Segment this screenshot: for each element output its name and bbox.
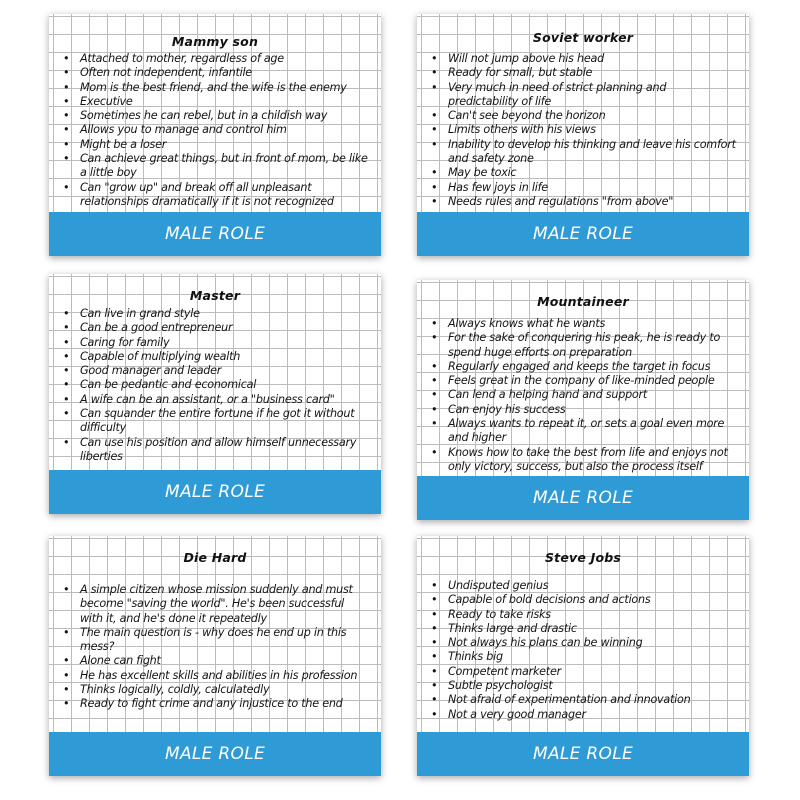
trait-item (431, 109, 737, 123)
trait-list (431, 579, 737, 722)
card-mammy-son (49, 14, 381, 256)
trait-list (63, 52, 369, 209)
trait-item (63, 123, 369, 137)
card-title: Die Hard (183, 550, 247, 565)
bullet-icon: • (63, 378, 70, 392)
trait-text: Thinks big (448, 650, 503, 664)
trait-item (431, 331, 737, 360)
bullet-icon: • (431, 445, 438, 459)
trait-text: A simple citizen whose mission suddenly and must become "saving the world". He's been successful with it, and he's done it repeatedly (80, 583, 353, 625)
trait-list (431, 317, 737, 474)
bullet-icon: • (63, 654, 70, 668)
trait-text: Can achieve great things, but in front of mom, be like a little boy (80, 152, 368, 180)
card-mountaineer (417, 280, 749, 520)
trait-item (431, 374, 737, 388)
trait-text: Might be a loser (80, 137, 167, 151)
role-band: MALE ROLE (49, 732, 381, 776)
trait-item (431, 622, 737, 636)
card-title: Master (189, 288, 241, 303)
trait-text: Can't see beyond the horizon (448, 109, 606, 123)
trait-item (431, 665, 737, 679)
bullet-icon: • (63, 180, 70, 194)
trait-text: Subtle psychologist (448, 679, 553, 693)
bullet-icon: • (63, 307, 70, 320)
trait-item (431, 650, 737, 664)
trait-text: May be toxic (448, 166, 517, 180)
trait-item (63, 152, 369, 181)
trait-item (63, 138, 369, 152)
trait-item (63, 109, 369, 123)
bullet-icon: • (431, 636, 438, 650)
trait-text: Feels great in the company of like-minded people (448, 374, 715, 388)
trait-text: Can use his position and allow himself unnecessary liberties (80, 435, 357, 463)
bullet-icon: • (431, 109, 438, 123)
trait-text: Limits others with his views (448, 123, 596, 137)
bullet-icon: • (63, 364, 70, 378)
bullet-icon: • (63, 392, 70, 406)
trait-item (431, 708, 737, 722)
bullet-icon: • (63, 66, 70, 80)
bullet-icon: • (63, 80, 70, 94)
trait-item (63, 393, 369, 407)
trait-item (431, 608, 737, 622)
bullet-icon: • (431, 621, 438, 635)
bullet-icon: • (63, 321, 70, 335)
trait-item (63, 683, 369, 697)
trait-text: Always wants to repeat it, or sets a goal even more and higher (448, 417, 725, 445)
bullet-icon: • (63, 583, 70, 596)
bullet-icon: • (63, 697, 70, 711)
trait-text: Knows how to take the best from life and enjoys not only victory, success, but also the process itself (448, 445, 728, 473)
card-master (49, 274, 381, 514)
trait-item (63, 436, 369, 465)
trait-text: Ready for small, but stable (448, 66, 593, 80)
bullet-icon: • (431, 331, 438, 345)
trait-item (431, 52, 737, 66)
bullet-icon: • (431, 317, 438, 330)
trait-item (63, 181, 369, 210)
trait-text: Not always his plans can be winning (448, 636, 643, 650)
trait-text: Executive (80, 94, 133, 108)
trait-text: Needs rules and regulations "from above" (448, 194, 674, 208)
bullet-icon: • (431, 402, 438, 416)
trait-item (63, 364, 369, 378)
trait-item (431, 579, 737, 593)
bullet-icon: • (63, 109, 70, 123)
trait-text: Has few joys in life (448, 180, 548, 194)
bullet-icon: • (63, 52, 70, 65)
trait-text: Attached to mother, regardless of age (80, 52, 284, 65)
card-title: Mountaineer (537, 294, 629, 309)
bullet-icon: • (431, 80, 438, 94)
role-band: MALE ROLE (417, 212, 749, 256)
trait-text: Can live in grand style (80, 307, 200, 320)
bullet-icon: • (431, 650, 438, 664)
trait-text: A wife can be an assistant, or a "business card" (80, 392, 335, 406)
trait-item (63, 307, 369, 321)
trait-item (431, 679, 737, 693)
trait-text: Competent marketer (448, 664, 561, 678)
role-band: MALE ROLE (49, 470, 381, 514)
trait-text: Will not jump above his head (448, 52, 604, 65)
trait-text: Inability to develop his thinking and leave his comfort and safety zone (448, 137, 736, 166)
bullet-icon: • (431, 359, 438, 373)
trait-item (63, 583, 369, 626)
trait-item (431, 138, 737, 167)
card-title: Mammy son (171, 34, 259, 49)
bullet-icon: • (431, 374, 438, 388)
trait-item (63, 336, 369, 350)
bullet-icon: • (431, 693, 438, 707)
bullet-icon: • (431, 593, 438, 607)
trait-item (431, 693, 737, 707)
trait-text: Very much in need of strict planning and predictability of life (448, 80, 667, 108)
bullet-icon: • (431, 388, 438, 402)
trait-item (63, 669, 369, 683)
trait-text: Regularly engaged and keeps the target in focus (448, 359, 711, 373)
trait-item (431, 195, 737, 209)
trait-item (431, 81, 737, 110)
bullet-icon: • (63, 123, 70, 137)
trait-text: Capable of bold decisions and actions (448, 593, 651, 607)
trait-item (431, 403, 737, 417)
trait-item (431, 360, 737, 374)
trait-item (431, 593, 737, 607)
trait-text: Thinks large and drastic (448, 621, 577, 635)
card-die-hard (49, 536, 381, 776)
bullet-icon: • (63, 683, 70, 697)
bullet-icon: • (431, 579, 438, 592)
trait-item (63, 626, 369, 655)
bullet-icon: • (431, 417, 438, 431)
bullet-icon: • (63, 152, 70, 166)
bullet-icon: • (63, 137, 70, 151)
trait-text: Undisputed genius (448, 579, 549, 592)
bullet-icon: • (431, 679, 438, 693)
trait-item (63, 321, 369, 335)
role-band: MALE ROLE (417, 732, 749, 776)
trait-item (63, 81, 369, 95)
trait-text: Can enjoy his success (448, 402, 566, 416)
trait-text: Not a very good manager (448, 707, 586, 721)
bullet-icon: • (431, 52, 438, 65)
bullet-icon: • (431, 194, 438, 208)
trait-item (431, 388, 737, 402)
trait-item (431, 636, 737, 650)
trait-text: Can be pedantic and economical (80, 378, 257, 392)
trait-text: Can lend a helping hand and support (448, 388, 648, 402)
bullet-icon: • (431, 66, 438, 80)
bullet-icon: • (63, 407, 70, 421)
bullet-icon: • (431, 707, 438, 721)
trait-text: Caring for family (80, 335, 170, 349)
trait-item (431, 417, 737, 446)
trait-item (431, 446, 737, 475)
trait-item (63, 407, 369, 436)
trait-item (431, 123, 737, 137)
trait-text: He has excellent skills and abilities in his profession (80, 668, 358, 682)
bullet-icon: • (431, 166, 438, 180)
trait-text: Often not independent, infantile (80, 66, 252, 80)
bullet-icon: • (63, 435, 70, 449)
bullet-icon: • (63, 625, 70, 639)
trait-list (63, 583, 369, 712)
bullet-icon: • (63, 349, 70, 363)
trait-text: Alone can fight (80, 654, 161, 668)
bullet-icon: • (431, 123, 438, 137)
card-soviet-worker (417, 14, 749, 256)
bullet-icon: • (63, 335, 70, 349)
trait-text: For the sake of conquering his peak, he is ready to spend huge efforts on preparation (448, 331, 721, 359)
trait-item (431, 181, 737, 195)
trait-text: Thinks logically, coldly, calculatedly (80, 683, 270, 697)
trait-item (63, 52, 369, 66)
trait-item (63, 95, 369, 109)
bullet-icon: • (431, 180, 438, 194)
trait-list (431, 52, 737, 209)
trait-item (431, 166, 737, 180)
bullet-icon: • (431, 664, 438, 678)
trait-text: Can "grow up" and break off all unpleasant relationships dramatically if it is not recognized (80, 180, 334, 208)
bullet-icon: • (431, 137, 438, 151)
role-band: MALE ROLE (417, 476, 749, 520)
trait-item (63, 350, 369, 364)
trait-list (63, 307, 369, 464)
trait-item (63, 378, 369, 392)
trait-text: Ready to take risks (448, 607, 551, 621)
trait-text: Can be a good entrepreneur (80, 321, 233, 335)
card-title: Soviet worker (532, 30, 634, 45)
trait-item (431, 66, 737, 80)
role-band: MALE ROLE (49, 212, 381, 256)
card-title: Steve Jobs (544, 550, 622, 565)
trait-text: Ready to fight crime and any injustice to the end (80, 697, 343, 711)
trait-text: Sometimes he can rebel, but in a childish way (80, 109, 328, 123)
bullet-icon: • (63, 668, 70, 682)
trait-item (431, 317, 737, 331)
trait-text: Allows you to manage and control him (80, 123, 287, 137)
card-steve-jobs (417, 536, 749, 776)
bullet-icon: • (63, 94, 70, 108)
trait-text: Can squander the entire fortune if he got it without difficulty (80, 407, 355, 435)
trait-text: Mom is the best friend, and the wife is the enemy (80, 80, 347, 94)
trait-text: The main question is - why does he end up in this mess? (80, 625, 347, 654)
trait-item (63, 697, 369, 711)
trait-text: Capable of multiplying wealth (80, 349, 241, 363)
trait-text: Not afraid of experimentation and innovation (448, 693, 691, 707)
trait-text: Always knows what he wants (448, 317, 606, 330)
bullet-icon: • (431, 607, 438, 621)
trait-item (63, 654, 369, 668)
trait-item (63, 66, 369, 80)
trait-text: Good manager and leader (80, 364, 222, 378)
